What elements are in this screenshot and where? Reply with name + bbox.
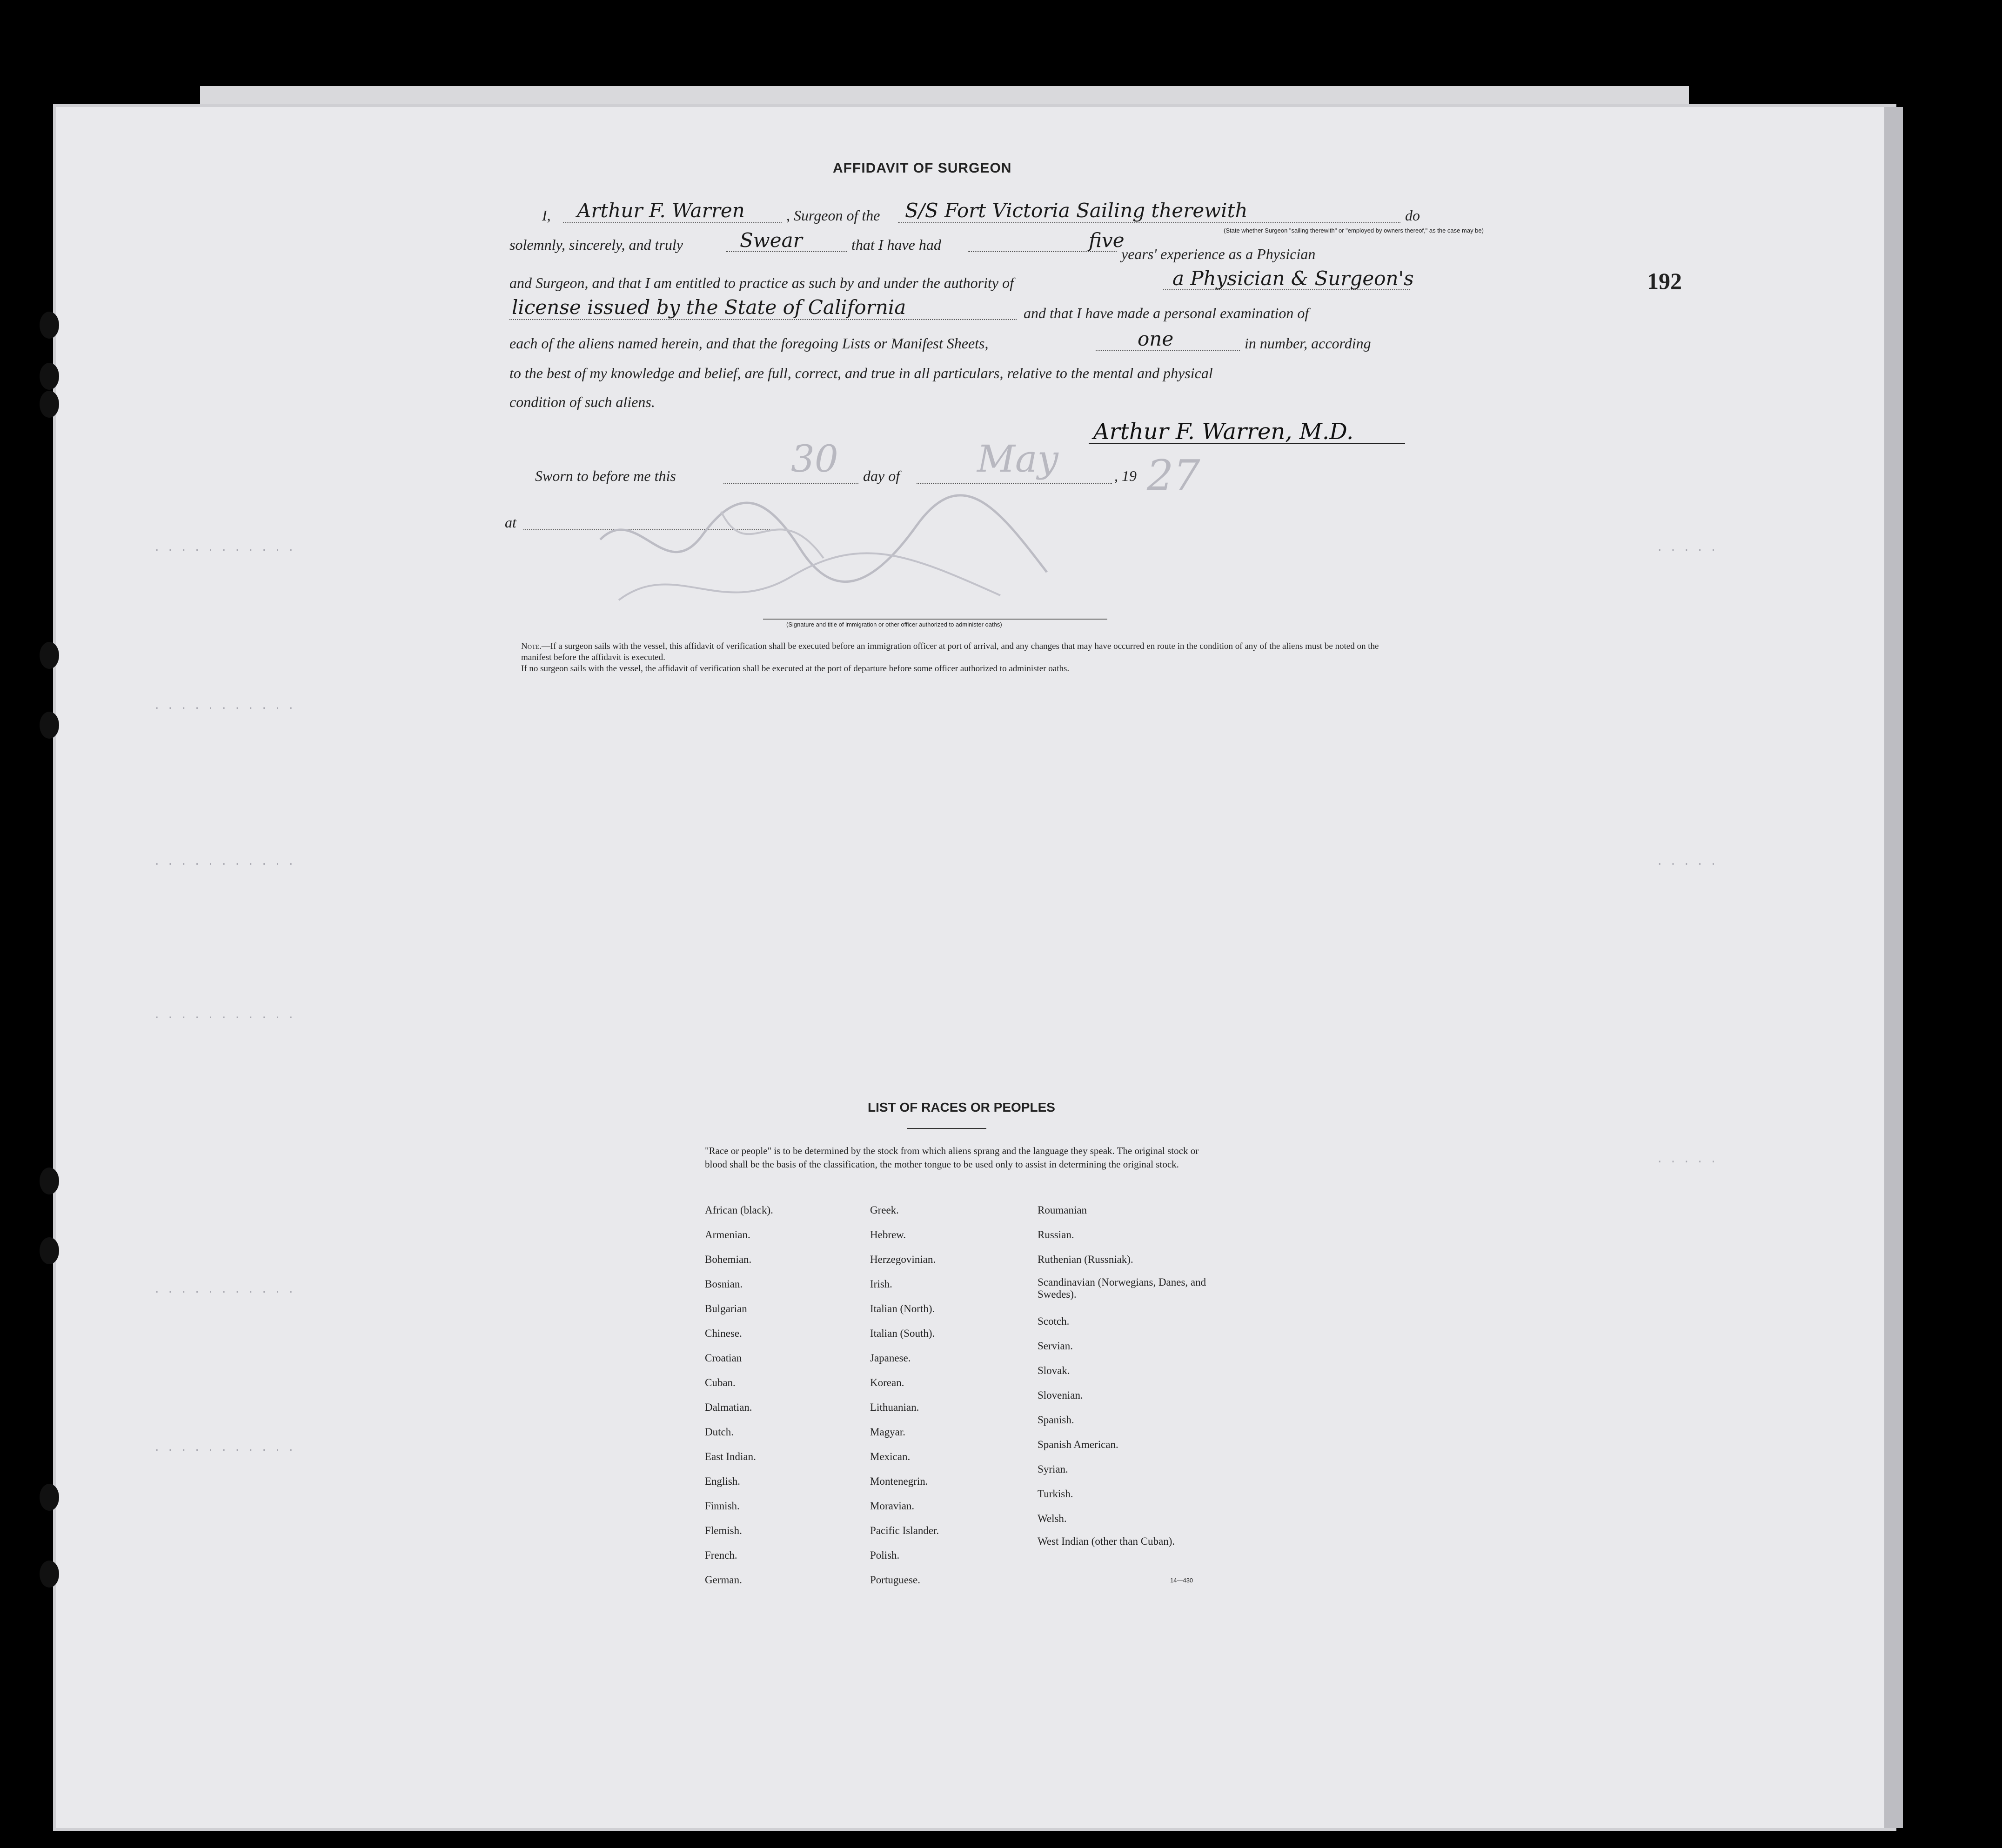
race-item: Greek. — [870, 1204, 899, 1216]
binder-hole — [40, 1561, 59, 1588]
sheet-number: 192 — [1647, 268, 1682, 294]
affidavit-note — [521, 641, 1405, 674]
signature-rule — [1089, 443, 1405, 444]
race-item: Irish. — [870, 1278, 892, 1290]
race-item: Russian. — [1038, 1229, 1074, 1241]
form-number: 14—430 — [1170, 1577, 1193, 1584]
race-item: Moravian. — [870, 1500, 915, 1512]
race-item: Italian (North). — [870, 1303, 935, 1314]
race-item: Croatian — [705, 1352, 742, 1364]
note-label: Note. — [521, 641, 542, 651]
race-item: West Indian (other than Cuban). — [1038, 1535, 1175, 1547]
race-item: Korean. — [870, 1377, 904, 1388]
officer-signature-faint — [582, 484, 1117, 623]
affidavit-line-3a: and Surgeon, and that I am entitled to practice as such by and under the authority of — [509, 274, 1014, 291]
officer-caption: (Signature and title of immigration or other officer authorized to administer oaths) — [786, 621, 1002, 628]
race-item: Scandinavian (Norwegians, Danes, and Swedes). — [1038, 1276, 1206, 1300]
race-item: Pacific Islander. — [870, 1525, 939, 1536]
bleed-through-text: . . . . . . . . . . . — [154, 1284, 295, 1296]
races-title: LIST OF RACES OR PEOPLES — [868, 1100, 1055, 1114]
at-label: at — [505, 514, 516, 531]
binder-hole — [40, 1237, 59, 1264]
race-item: Ruthenian (Russniak). — [1038, 1254, 1133, 1265]
races-column-3 — [1038, 1198, 1214, 1568]
race-item: Italian (South). — [870, 1328, 935, 1339]
race-item: Dutch. — [705, 1426, 734, 1438]
bleed-through-text: . . . . . . . . . . . — [154, 856, 295, 868]
sworn-month-field: May — [977, 437, 1058, 480]
race-item: Bosnian. — [705, 1278, 743, 1290]
surgeon-name-field: Arthur F. Warren — [577, 199, 745, 222]
bleed-through-text: . . . . . . . . . . . — [154, 1442, 295, 1454]
sworn-year-prefix: , 19 — [1114, 467, 1137, 484]
race-item: Flemish. — [705, 1525, 742, 1536]
affidavit-line-4a: and that I have made a personal examination of — [1024, 305, 1309, 321]
sworn-day-field: 30 — [791, 437, 838, 480]
race-item: Cuban. — [705, 1377, 736, 1388]
race-item: Polish. — [870, 1549, 900, 1561]
bleed-through-text: . . . . . . . . . . . — [154, 1009, 295, 1022]
officer-signature-line — [763, 619, 1107, 620]
sworn-year-field: 27 — [1147, 451, 1200, 500]
binder-hole — [40, 363, 59, 390]
binder-hole — [40, 1168, 59, 1194]
race-item: Spanish. — [1038, 1414, 1074, 1426]
race-item: East Indian. — [705, 1451, 756, 1462]
race-item: African (black). — [705, 1204, 773, 1216]
affidavit-line-2a: solemnly, sincerely, and truly — [509, 236, 683, 253]
surgeon-status-note: (State whether Surgeon "sailing therewith" or "employed by owners thereof," as the case may be) — [1224, 227, 1484, 234]
binder-hole — [40, 642, 59, 669]
vessel-field: S/S Fort Victoria Sailing therewith — [905, 199, 1248, 222]
race-item: Slovenian. — [1038, 1389, 1083, 1401]
blank-line — [898, 222, 1400, 223]
race-item: Armenian. — [705, 1229, 750, 1241]
affidavit-line-1c: do — [1405, 207, 1420, 224]
race-item: Montenegrin. — [870, 1475, 928, 1487]
races-intro: "Race or people" is to be determined by the stock from which aliens sprang and the language they speak. The original stock or blood shall be the basis of the classification, the mother tongue to be used only to assist in determining the original stock. — [705, 1145, 1199, 1170]
race-item: Roumanian — [1038, 1204, 1087, 1216]
race-item: Slovak. — [1038, 1365, 1070, 1376]
blank-line — [509, 319, 1017, 320]
race-item: Chinese. — [705, 1328, 742, 1339]
bleed-through-text: . . . . . . . . . . . — [154, 542, 295, 554]
race-item: Dalmatian. — [705, 1401, 752, 1413]
race-item: French. — [705, 1549, 737, 1561]
bleed-through-text: . . . . . — [1656, 856, 1717, 868]
note-text-2: If no surgeon sails with the vessel, the affidavit of verification shall be executed at the port of departure before some officer authorized to administer oaths. — [521, 664, 1070, 674]
binder-hole — [40, 712, 59, 739]
race-item: Turkish. — [1038, 1488, 1073, 1500]
race-item: Servian. — [1038, 1340, 1073, 1352]
binder-hole — [40, 1484, 59, 1511]
affidavit-line-5b: in number, according — [1245, 335, 1371, 352]
blank-line — [563, 222, 782, 223]
bleed-through-text: . . . . . . . . . . . — [154, 700, 295, 713]
oath-field: Swear — [740, 229, 803, 252]
races-column-2 — [870, 1198, 939, 1592]
sworn-label: Sworn to before me this — [535, 467, 676, 484]
surgeon-signature: Arthur F. Warren, M.D. — [1093, 419, 1354, 445]
race-item: Spanish American. — [1038, 1439, 1118, 1450]
race-item: Welsh. — [1038, 1513, 1067, 1524]
license-field: license issued by the State of California — [512, 296, 906, 319]
affidavit-line-2c: years' experience as a Physician — [1121, 246, 1316, 262]
affidavit-line-1a: I, — [542, 207, 551, 224]
affidavit-line-7a: condition of such aliens. — [509, 394, 655, 410]
sworn-day-of: day of — [863, 467, 900, 484]
years-field: five — [1089, 229, 1125, 252]
sheets-count-field: one — [1138, 327, 1174, 350]
race-item: Hebrew. — [870, 1229, 906, 1241]
race-item: Syrian. — [1038, 1463, 1068, 1475]
races-column-1 — [705, 1198, 773, 1592]
race-item: Bulgarian — [705, 1303, 747, 1314]
affidavit-line-1b: , Surgeon of the — [786, 207, 880, 224]
race-item: Bohemian. — [705, 1254, 752, 1265]
race-item: Magyar. — [870, 1426, 906, 1438]
race-item: English. — [705, 1475, 741, 1487]
race-item: Lithuanian. — [870, 1401, 919, 1413]
note-text: —If a surgeon sails with the vessel, this affidavit of verification shall be executed before an immigration officer at port of arrival, and any changes that may have occurred en route in the condition of any of the aliens must be noted on the manifest before the affidavit is executed. — [521, 641, 1379, 662]
affidavit-line-5a: each of the aliens named herein, and that the foregoing Lists or Manifest Sheets, — [509, 335, 989, 352]
race-item: Mexican. — [870, 1451, 911, 1462]
race-item: Scotch. — [1038, 1315, 1070, 1327]
binder-hole — [40, 312, 59, 339]
affidavit-title: AFFIDAVIT OF SURGEON — [833, 160, 1012, 176]
binder-hole — [40, 391, 59, 418]
race-item: German. — [705, 1574, 742, 1586]
race-item: Finnish. — [705, 1500, 740, 1512]
race-item: Portuguese. — [870, 1574, 920, 1586]
bleed-through-text: . . . . . — [1656, 542, 1717, 554]
race-item: Japanese. — [870, 1352, 911, 1364]
bleed-through-text: . . . . . — [1656, 1154, 1717, 1166]
affidavit-line-6a: to the best of my knowledge and belief, are full, correct, and true in all particulars, relative to the mental and physical — [509, 365, 1213, 381]
race-item: Herzegovinian. — [870, 1254, 936, 1265]
races-title-rule — [907, 1128, 986, 1129]
affidavit-line-2b: that I have had — [851, 236, 941, 253]
authority-field: a Physician & Surgeon's — [1172, 267, 1414, 290]
page-edge-shadow — [1884, 107, 1903, 1828]
